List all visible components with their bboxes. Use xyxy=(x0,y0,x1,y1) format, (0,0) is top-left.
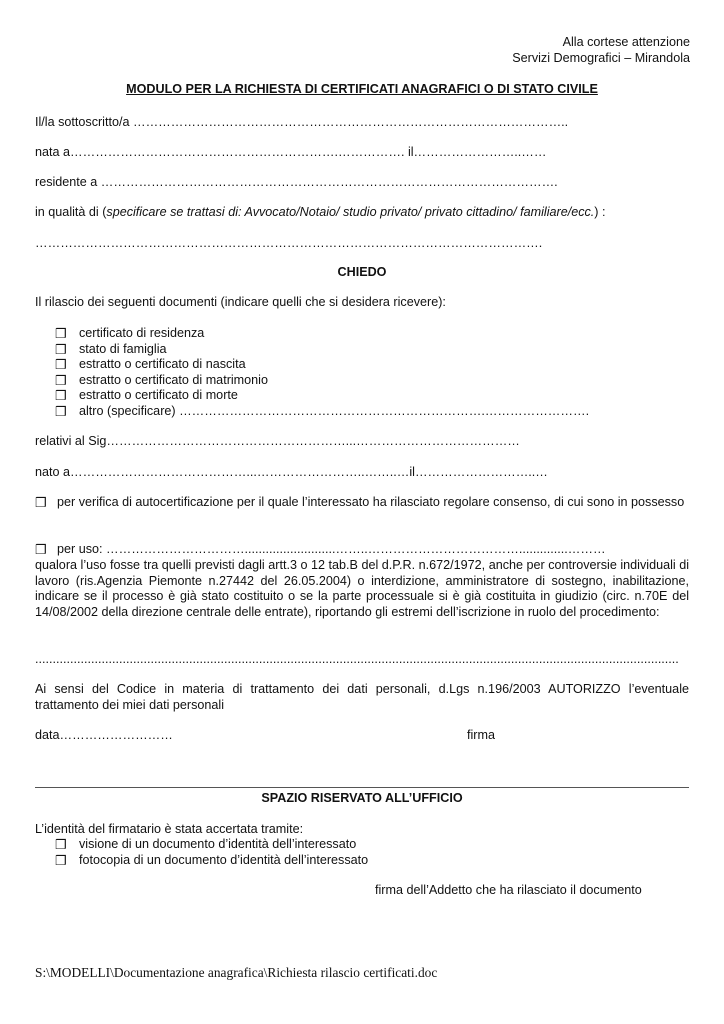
nato-field[interactable]: nato a……………………………………...……………………..……..…il………………………..… xyxy=(35,465,548,479)
per-uso-field[interactable]: per uso: ……………………………..........................……..………………………………..............……… xyxy=(57,542,606,556)
footer-file-path: S:\MODELLI\Documentazione anagrafica\Richiesta rilascio certificati.doc xyxy=(35,965,438,980)
checkbox[interactable]: ❒ xyxy=(35,542,47,557)
privacy-consent: Ai sensi del Codice in materia di trattamento dei dati personali, d.Lgs n.196/2003 AUTORIZZO l’eventuale trattamento dei miei dati personali xyxy=(35,682,689,712)
checkbox[interactable]: ❒ xyxy=(55,388,67,403)
birth-field[interactable]: nata a……………………………………………………….……………. il……………………..…… xyxy=(35,145,547,159)
office-option: fotocopia di un documento d’identità dell’interessato xyxy=(79,853,369,867)
checkbox[interactable]: ❒ xyxy=(55,373,67,388)
chiedo-heading: CHIEDO xyxy=(337,265,387,279)
document-option: estratto o certificato di matrimonio xyxy=(79,373,268,387)
checkbox[interactable]: ❒ xyxy=(55,326,67,341)
office-intro: L’identità del firmatario è stata accertata tramite: xyxy=(35,822,304,836)
recipient-line-2: Servizi Demografici – Mirandola xyxy=(512,51,690,65)
office-section-title: SPAZIO RISERVATO ALL’UFFICIO xyxy=(261,791,463,805)
sottoscritto-field[interactable]: Il/la sottoscritto/a ………………………………………………………………………………………….. xyxy=(35,115,569,129)
date-field[interactable]: data……………………… xyxy=(35,728,173,742)
recipient-line-1: Alla cortese attenzione xyxy=(562,35,690,49)
residence-field[interactable]: residente a ………………………………………………………………………………………………. xyxy=(35,175,558,189)
procedimento-field[interactable]: ........................................................................................................................................................................................ xyxy=(35,652,679,666)
checkbox[interactable]: ❒ xyxy=(55,357,67,372)
uso-paragraph: qualora l’uso fosse tra quelli previsti dagli artt.3 o 12 tab.B del d.P.R. n.672/1972, anche per controversie individuali di lavoro (ris.Agenzia Piemonte n.27442 del 26.05.2004) o interdizione, amministratore di sostegno, inabilitazione, indicare se il processo è già stato costituito o se la parte processuale si è già costituita in giudizio (circ. n.70E del 14/08/2002 della direzione centrale delle entrate), riportando gli estremi dell’iscrizione in ruolo del procedimento: xyxy=(35,558,689,619)
checkbox[interactable]: ❒ xyxy=(55,837,67,852)
signature-label: firma xyxy=(467,728,495,742)
checkbox[interactable]: ❒ xyxy=(55,853,67,868)
document-option: estratto o certificato di nascita xyxy=(79,357,246,371)
document-option-other[interactable]: altro (specificare) ……………………………………………………………….……………………. xyxy=(79,404,590,418)
qualita-field[interactable]: …………………………………………………………………………………………………………. xyxy=(35,236,543,250)
rilascio-intro: Il rilascio dei seguenti documenti (indicare quelli che si desidera ricevere): xyxy=(35,295,446,309)
document-option: estratto o certificato di morte xyxy=(79,388,238,402)
checkbox[interactable]: ❒ xyxy=(55,404,67,419)
document-option: stato di famiglia xyxy=(79,342,167,356)
relativi-field[interactable]: relativi al Sig…………………………………………………...………………………………… xyxy=(35,434,520,448)
checkbox[interactable]: ❒ xyxy=(35,495,47,510)
office-option: visione di un documento d’identità dell’interessato xyxy=(79,837,357,851)
verifica-option: per verifica di autocertificazione per il quale l’interessato ha rilasciato regolare consenso, di cui sono in possesso xyxy=(57,495,685,509)
section-divider xyxy=(35,787,689,788)
form-title: MODULO PER LA RICHIESTA DI CERTIFICATI ANAGRAFICI O DI STATO CIVILE xyxy=(126,82,598,96)
office-signature-label: firma dell’Addetto che ha rilasciato il documento xyxy=(375,883,642,897)
qualita-label: in qualità di (specificare se trattasi di: Avvocato/Notaio/ studio privato/ privato cittadino/ familiare/ecc.) : xyxy=(35,205,606,219)
checkbox[interactable]: ❒ xyxy=(55,342,67,357)
document-option: certificato di residenza xyxy=(79,326,205,340)
